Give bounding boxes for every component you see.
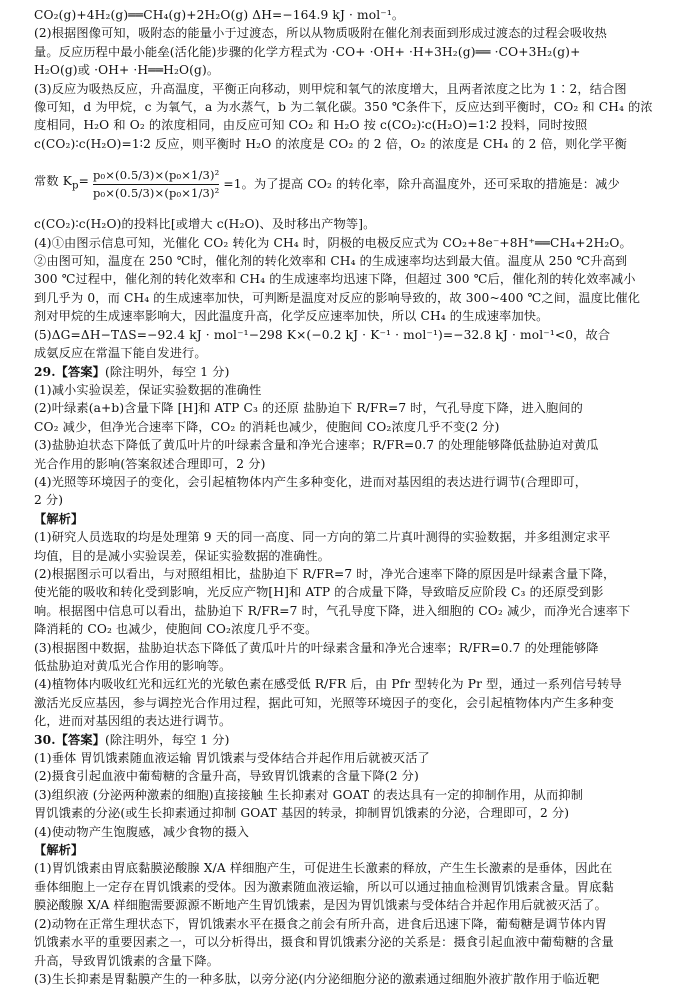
text-line: (3)生长抑素是胃黏膜产生的一种多肽，以旁分泌(内分泌细胞分泌的激素通过细胞外液扩散作用于临近靶	[34, 971, 600, 986]
text-line: 剂对甲烷的生成速率影响大，因此温度升高，化学反应速率加快，所以 CH₄ 的生成速率加快。	[34, 309, 549, 324]
text-line: (4)使动物产生饱腹感，减少食物的摄入	[34, 824, 250, 839]
question-number: 30.	[34, 732, 56, 747]
kp-suffix: =1。为了提高 CO₂ 的转化率，除升高温度外，还可采取的措施是：减少	[223, 177, 620, 192]
text-line: 2 分)	[34, 493, 64, 508]
text-line: (5)ΔG=ΔH−TΔS=−92.4 kJ · mol⁻¹−298 K×(−0.2 kJ · K⁻¹ · mol⁻¹)=−32.8 kJ · mol⁻¹<0，故合	[34, 327, 611, 342]
text-line: (4)光照等环境因子的变化，会引起植物体内产生多种变化，进而对基因组的表达进行调节(合理即可，	[34, 474, 588, 489]
q28-continued-analysis	[34, 6, 666, 153]
answer-tag: 【答案】	[55, 364, 106, 379]
q30-analysis	[34, 859, 666, 988]
q29-answer-header	[34, 363, 666, 381]
text-line: c(CO₂)∶c(H₂O)=1∶2 反应，则平衡时 H₂O 的浓度是 CO₂ 的 2 倍，O₂ 的浓度是 CH₄ 的 2 倍，则化学平衡	[34, 136, 627, 151]
q30-answers	[34, 749, 666, 841]
text-line: (3)组织液 (分泌两种激素的细胞)直接接触 生长抑素对 GOAT 的表达具有一定的抑制作用，从而抑制	[34, 787, 584, 802]
text-line: 降消耗的 CO₂ 也减少，使胞间 CO₂浓度几乎不变。	[34, 622, 318, 637]
question-number: 29.	[34, 364, 56, 379]
text-line: 到几乎为 0，而 CH₄ 的生成速率加快，可判断是温度对反应的影响导致的，故 300~400 ℃之间，温度比催化	[34, 290, 641, 305]
text-line: 激活光反应基因，参与调控光合作用过程，据此可知，光照等环境因子的变化，会引起植物体内产生多种变	[34, 695, 614, 710]
text-line: 使光能的吸收和转化受到影响，光反应产物[H]和 ATP 的合成量下降，导致暗反应阶段 C₃ 的还原受到影	[34, 585, 604, 600]
q29-answers	[34, 381, 666, 510]
text-line: 化，进而对基因组的表达进行调节。	[34, 714, 232, 729]
text-line: (2)根据图像可知，吸附态的能量小于过渡态，所以从物质吸附在催化剂表面到形成过渡态的过程会吸收热	[34, 26, 607, 41]
answer-tag: 【答案】	[55, 732, 106, 747]
text-line: 成氨反应在常温下能自发进行。	[34, 346, 207, 361]
text-line: 光合作用的影响(答案叙述合理即可，2 分)	[34, 456, 266, 471]
answer-note: (除注明外，每空 1 分)	[105, 364, 230, 379]
kp-equation	[34, 155, 666, 213]
q28-continued-analysis-2	[34, 215, 666, 362]
text-line: (3)盐胁迫状态下降低了黄瓜叶片的叶绿素含量和净光合速率；R/FR=0.7 的处理能够降低盐胁迫对黄瓜	[34, 438, 599, 453]
text-line: 胃饥饿素的分泌(或生长抑素通过抑制 GOAT 基因的转录，抑制胃饥饿素的分泌，合理即可，2 分)	[34, 806, 570, 821]
text-line: (2)根据图示可以看出，与对照组相比，盐胁迫下 R/FR=7 时，净光合速率下降的原因是叶绿素含量下降，	[34, 566, 616, 581]
text-line: (2)动物在正常生理状态下，胃饥饿素水平在摄食之前会有所升高，进食后迅速下降，葡萄糖是调节体内胃	[34, 916, 607, 931]
answer-note: (除注明外，每空 1 分)	[105, 732, 230, 747]
text-line: H₂O(g)或 ·OH+ ·H══H₂O(g)。	[34, 63, 220, 78]
text-line: 饥饿素水平的重要因素之一，可以分析得出，摄食和胃饥饿素分泌的关系是：摄食引起血液中葡萄糖的含量	[34, 935, 614, 950]
q29-analysis-tag: 【解析】	[34, 511, 84, 526]
text-line: (3)根据图中数据，盐胁迫状态下降低了黄瓜叶片的叶绿素含量和净光合速率；R/FR=0.7 的处理能够降	[34, 640, 599, 655]
q29-analysis	[34, 528, 666, 730]
text-line: (4)①由图示信息可知，光催化 CO₂ 转化为 CH₄ 时，阴极的电极反应式为 CO₂+8e⁻+8H⁺══CH₄+2H₂O。	[34, 235, 632, 250]
text-line: 300 ℃过程中，催化剂的转化效率和 CH₄ 的生成速率均迅速下降，但超过 300 ℃后，催化剂的转化效率减小	[34, 272, 636, 287]
text-line: CO₂(g)+4H₂(g)══CH₄(g)+2H₂O(g) ΔH=−164.9 kJ · mol⁻¹。	[34, 8, 405, 22]
text-line: (1)减小实验误差，保证实验数据的准确性	[34, 382, 262, 397]
text-line: 升高，导致胃饥饿素的含量下降。	[34, 953, 220, 968]
text-line: 量。反应历程中最小能垒(活化能)步骤的化学方程式为 ·CO+ ·OH+ ·H+3H₂(g)══ ·CO+3H₂(g)+	[34, 44, 581, 59]
q30-analysis-tag: 【解析】	[34, 843, 84, 858]
text-line: ②由图可知，温度在 250 ℃时，催化剂的转化效率和 CH₄ 的生成速率均达到最大值。温度从 250 ℃升高到	[34, 254, 628, 269]
text-line: 垂体细胞上一定存在胃饥饿素的受体。因为激素随血液运输，所以可以通过抽血检测胃饥饿素含量。胃底黏	[34, 879, 614, 894]
text-line: (1)垂体 胃饥饿素随血液运输 胃饥饿素与受体结合并起作用后就被灭活了	[34, 751, 430, 766]
text-line: 膜泌酸腺 X/A 样细胞需要源源不断地产生胃饥饿素，是因为胃饥饿素与受体结合并起作用后就被灭活了。	[34, 898, 607, 913]
text-line: 响。根据图中信息可以看出，盐胁迫下 R/FR=7 时，气孔导度下降，进入细胞的 CO₂ 减少，而净光合速率下	[34, 603, 631, 618]
kp-fraction	[93, 167, 219, 202]
kp-numerator: p₀×(0.5/3)×(p₀×1/3)²	[93, 167, 220, 182]
text-line: 低盐胁迫对黄瓜光合作用的影响等。	[34, 659, 232, 673]
text-line: 像可知，d 为甲烷，c 为氧气，a 为水蒸气，b 为二氧化碳。350 ℃条件下，反应达到平衡时，CO₂ 和 CH₄ 的浓	[34, 100, 653, 115]
text-line: (2)摄食引起血液中葡萄糖的含量升高，导致胃饥饿素的含量下降(2 分)	[34, 769, 419, 784]
text-line: CO₂ 减少，但净光合速率下降，CO₂ 的消耗也减少，使胞间 CO₂浓度几乎不变(2 分)	[34, 419, 500, 434]
text-line: c(CO₂)∶c(H₂O)的投料比[或增大 c(H₂O)、及时移出产物等]。	[34, 217, 376, 232]
kp-prefix: 常数 $K_p=$	[34, 174, 89, 192]
kp-denominator: p₀×(0.5/3)×(p₀×1/3)²	[93, 185, 220, 200]
q30-answer-header	[34, 731, 666, 749]
text-line: (3)反应为吸热反应，升高温度，平衡正向移动，则甲烷和氧气的浓度增大，且两者浓度之比为 1∶2，结合图	[34, 81, 627, 96]
text-line: (1)胃饥饿素由胃底黏膜泌酸腺 X/A 样细胞产生，可促进生长激素的释放，产生生长激素的是垂体，因此在	[34, 861, 613, 876]
text-line: (1)研究人员选取的均是处理第 9 天的同一高度、同一方向的第二片真叶测得的实验数据，并多组测定求平	[34, 530, 611, 545]
text-line: 度相同，H₂O 和 O₂ 的浓度相同，由反应可知 CO₂ 和 H₂O 按 c(CO₂)∶c(H₂O)=1∶2 投料，同时按照	[34, 118, 588, 133]
text-line: (2)叶绿素(a+b)含量下降 [H]和 ATP C₃ 的还原 盐胁迫下 R/FR=7 时，气孔导度下降，进入胞间的	[34, 401, 584, 416]
text-line: 均值，目的是减小实验误差，保证实验数据的准确性。	[34, 548, 331, 563]
text-line: (4)植物体内吸收红光和远红光的光敏色素在感受低 R/FR 后，由 Pfr 型转化为 Pr 型，通过一系列信号转导	[34, 677, 622, 692]
